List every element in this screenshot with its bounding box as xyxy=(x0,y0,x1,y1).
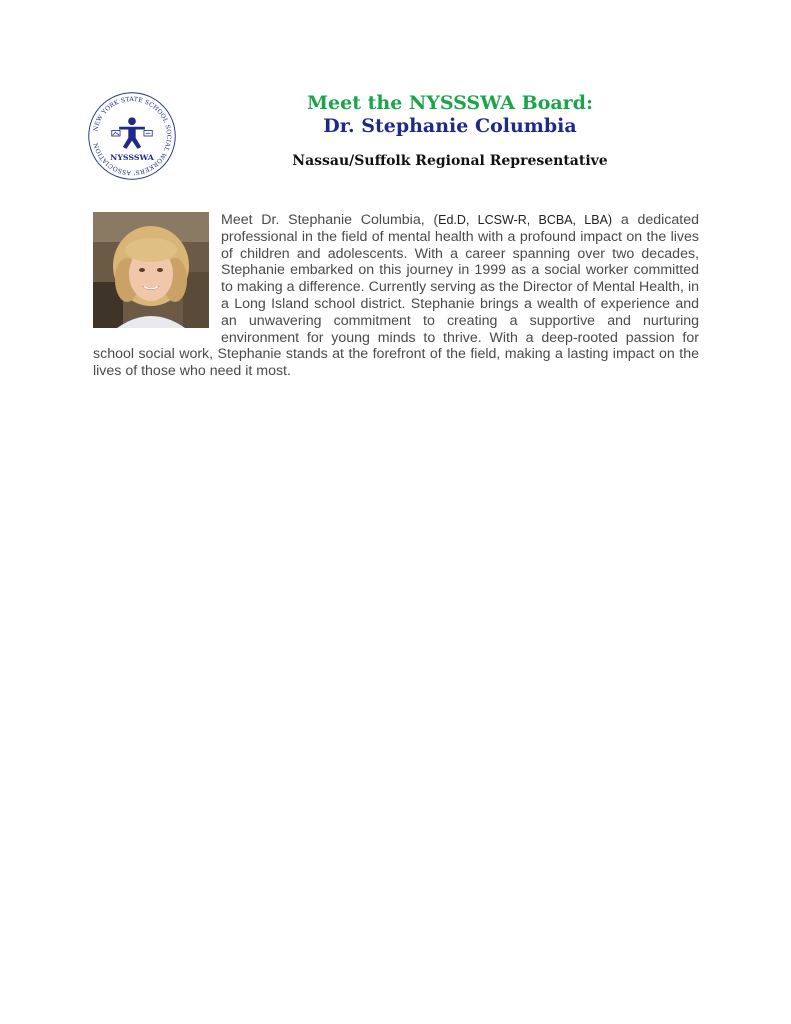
member-role: Nassau/Suffolk Regional Representative xyxy=(292,153,608,169)
association-seal-icon xyxy=(86,90,178,182)
logo-acronym: NYSSSWA xyxy=(110,152,154,162)
page-title: Meet the NYSSSWA Board: xyxy=(307,92,593,114)
nysssswa-logo xyxy=(86,90,178,182)
member-name: Dr. Stephanie Columbia xyxy=(323,115,577,137)
bio-lead: Meet Dr. Stephanie Columbia, ( xyxy=(221,212,439,228)
bio-credentials: Ed.D, LCSW-R, BCBA, LBA) xyxy=(438,213,613,227)
bio-body: a dedicated professional in the field of mental health with a profound impact on the lives of children and adolescents. With a career spanning over two decades, Stephanie embarked on this journey in 1999 as a social worker committed to making a difference. Currently serving as the Director of Mental Health, in a Long Island school district. Stephanie brings a wealth of experience and an unwavering commitment to creating a supportive and nurturing environment for young minds to thrive. With a deep-rooted passion for school social work, Stephanie stands at the forefront of the field, making a lasting impact on the lives of those who need it most. xyxy=(93,212,699,380)
logo-arc-text: NEW YORK STATE SCHOOL SOCIAL WORKERS' ASSOCIATION xyxy=(92,96,173,177)
member-bio xyxy=(93,212,699,380)
page-header xyxy=(230,92,670,170)
photo-spacer xyxy=(93,212,209,330)
